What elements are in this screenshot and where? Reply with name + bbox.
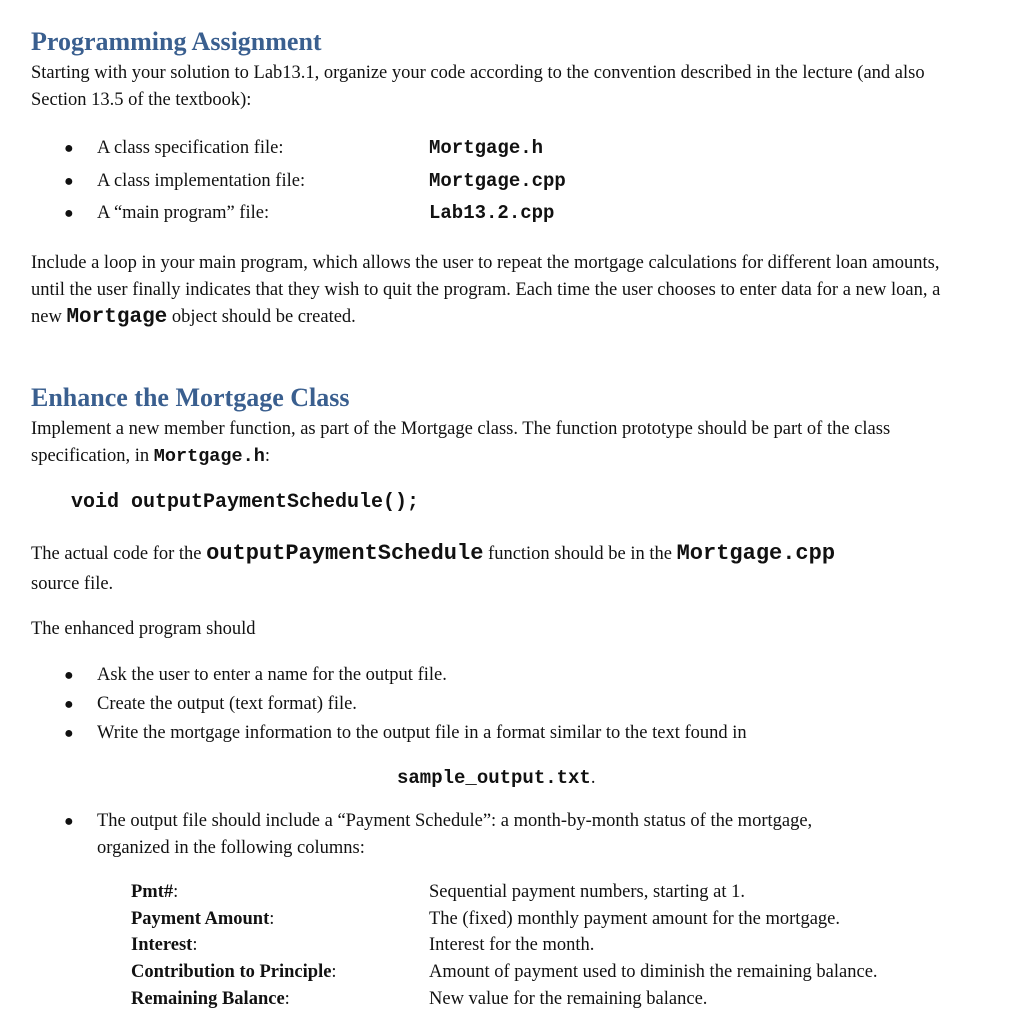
source-file-text: source file. — [31, 574, 114, 594]
bullet-icon: ● — [64, 205, 74, 222]
sample-output-line — [397, 765, 595, 792]
bullet-icon: ● — [64, 667, 74, 684]
intro-paragraph: Starting with your solution to Lab13.1, organize your code according to the convention described in the lecture (and also Section 13.5 of the textbook): — [31, 63, 925, 110]
section-heading-programming-assignment: Programming Assignment — [31, 27, 322, 56]
column-name: Pmt#: — [131, 882, 179, 902]
bullet-icon: ● — [64, 813, 74, 830]
code-mortgage: Mortgage — [66, 306, 168, 329]
bullet-icon: ● — [64, 140, 74, 157]
enhanced-should-text: The enhanced program should — [31, 619, 256, 639]
file-name: Mortgage.h — [429, 137, 544, 159]
sample-period: . — [590, 768, 596, 788]
section-heading-enhance: Enhance the Mortgage Class — [31, 383, 350, 412]
step-item: Create the output (text format) file. — [97, 694, 357, 714]
column-desc: The (fixed) monthly payment amount for the mortgage. — [429, 909, 840, 929]
column-name: Interest: — [131, 935, 198, 955]
enhance-intro-text: Implement a new member function, as part of the Mortgage class. The function prototype should be part of the class specification, in — [31, 419, 891, 466]
column-name: Contribution to Principle: — [131, 962, 337, 982]
file-name: Lab13.2.cpp — [429, 202, 555, 224]
file-name: Mortgage.cpp — [429, 170, 566, 192]
code-mortgage-cpp: Mortgage.cpp — [676, 541, 836, 566]
column-desc: Sequential payment numbers, starting at 1. — [429, 882, 745, 902]
column-name: Remaining Balance: — [131, 989, 290, 1009]
column-name: Payment Amount: — [131, 909, 275, 929]
schedule-text-line2: organized in the following columns: — [97, 838, 365, 858]
enhance-intro — [31, 416, 971, 470]
column-desc: Amount of payment used to diminish the remaining balance. — [429, 962, 878, 982]
step-item: Write the mortgage information to the output file in a format similar to the text found in — [97, 723, 747, 743]
code-mortgage-h: Mortgage.h — [153, 446, 265, 467]
enhance-intro-colon: : — [264, 446, 270, 466]
actual-text: The actual code for the — [31, 544, 207, 564]
file-label: A class specification file: — [97, 138, 284, 158]
loop-text-end: object should be created. — [167, 307, 356, 327]
actual-code-paragraph — [31, 540, 991, 568]
function-prototype: void outputPaymentSchedule(); — [71, 491, 420, 514]
column-desc: Interest for the month. — [429, 935, 595, 955]
file-label: A “main program” file: — [97, 203, 270, 223]
loop-paragraph — [31, 250, 971, 331]
step-item: Ask the user to enter a name for the output file. — [97, 665, 447, 685]
actual-text-mid: function should be in the — [483, 544, 677, 564]
bullet-icon: ● — [64, 696, 74, 713]
bullet-icon: ● — [64, 725, 74, 742]
schedule-text-line1: The output file should include a “Payment Schedule”: a month-by-month status of the mortgage, — [97, 811, 813, 831]
code-output-payment-schedule: outputPaymentSchedule — [206, 541, 484, 566]
bullet-icon: ● — [64, 173, 74, 190]
code-sample-output: sample_output.txt — [397, 767, 591, 789]
column-desc: New value for the remaining balance. — [429, 989, 708, 1009]
file-label: A class implementation file: — [97, 171, 306, 191]
loop-text: Include a loop in your main program, which allows the user to repeat the mortgage calculations for different loan amounts, until the user finally indicates that they wish to quit the program. Each time the user chooses to enter data for a new loan, a new — [31, 253, 941, 327]
